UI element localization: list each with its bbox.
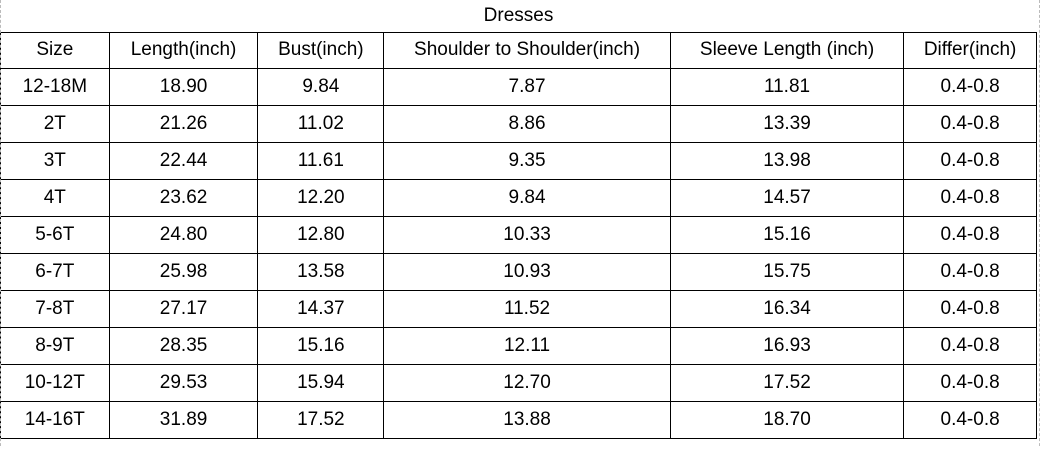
- cell-sleeve[interactable]: 17.52: [670, 364, 903, 401]
- cell-size[interactable]: 2T: [1, 105, 110, 142]
- table-row: [1, 327, 1037, 364]
- cell-bust[interactable]: 12.80: [258, 216, 384, 253]
- cell-differ[interactable]: 0.4-0.8: [904, 216, 1037, 253]
- column-header-sleeve: Sleeve Length (inch): [670, 32, 903, 68]
- cell-shoulder[interactable]: 10.93: [384, 253, 671, 290]
- cell-size[interactable]: 4T: [1, 179, 110, 216]
- cell-differ[interactable]: 0.4-0.8: [904, 327, 1037, 364]
- cell-length[interactable]: 21.26: [109, 105, 258, 142]
- cell-sleeve[interactable]: 16.93: [670, 327, 903, 364]
- cell-shoulder[interactable]: 12.70: [384, 364, 671, 401]
- table-row: [1, 105, 1037, 142]
- cell-differ[interactable]: 0.4-0.8: [904, 290, 1037, 327]
- cell-bust[interactable]: 11.61: [258, 142, 384, 179]
- cell-length[interactable]: 28.35: [109, 327, 258, 364]
- cell-sleeve[interactable]: 15.16: [670, 216, 903, 253]
- cell-size[interactable]: 7-8T: [1, 290, 110, 327]
- cell-size-active[interactable]: 6-7T: [1, 253, 110, 290]
- cell-differ[interactable]: 0.4-0.8: [904, 142, 1037, 179]
- cell-sleeve[interactable]: 13.98: [670, 142, 903, 179]
- cell-sleeve[interactable]: 18.70: [670, 401, 903, 438]
- sheet-bottom-margin: [0, 446, 1040, 466]
- cell-shoulder[interactable]: 12.11: [384, 327, 671, 364]
- table-row: [1, 142, 1037, 179]
- cell-shoulder[interactable]: 7.87: [384, 68, 671, 105]
- cell-sleeve[interactable]: 14.57: [670, 179, 903, 216]
- cell-differ[interactable]: 0.4-0.8: [904, 68, 1037, 105]
- cell-size[interactable]: 14-16T: [1, 401, 110, 438]
- cell-size[interactable]: 5-6T: [1, 216, 110, 253]
- cell-bust[interactable]: 9.84: [258, 68, 384, 105]
- table-row: [1, 216, 1037, 253]
- cell-bust[interactable]: 12.20: [258, 179, 384, 216]
- cell-size[interactable]: 12-18M: [1, 68, 110, 105]
- cell-sleeve[interactable]: 13.39: [670, 105, 903, 142]
- cell-sleeve[interactable]: 11.81: [670, 68, 903, 105]
- cell-bust[interactable]: 11.02: [258, 105, 384, 142]
- column-header-differ: Differ(inch): [904, 32, 1037, 68]
- cell-length[interactable]: 18.90: [109, 68, 258, 105]
- cell-size[interactable]: 3T: [1, 142, 110, 179]
- cell-bust[interactable]: 15.94: [258, 364, 384, 401]
- cell-bust[interactable]: 17.52: [258, 401, 384, 438]
- cell-sleeve[interactable]: 16.34: [670, 290, 903, 327]
- cell-shoulder[interactable]: 10.33: [384, 216, 671, 253]
- cell-length[interactable]: 24.80: [109, 216, 258, 253]
- cell-length[interactable]: 25.98: [109, 253, 258, 290]
- cell-shoulder[interactable]: 9.84: [384, 179, 671, 216]
- cell-shoulder[interactable]: 11.52: [384, 290, 671, 327]
- column-header-length: Length(inch): [109, 32, 258, 68]
- cell-sleeve[interactable]: 15.75: [670, 253, 903, 290]
- cell-bust[interactable]: 13.58: [258, 253, 384, 290]
- cell-differ[interactable]: 0.4-0.8: [904, 253, 1037, 290]
- table-row: [1, 179, 1037, 216]
- column-header-size: Size: [1, 32, 110, 68]
- table-row: [1, 290, 1037, 327]
- table-row: [1, 253, 1037, 290]
- cell-shoulder[interactable]: 13.88: [384, 401, 671, 438]
- cell-length[interactable]: 31.89: [109, 401, 258, 438]
- cell-differ[interactable]: 0.4-0.8: [904, 105, 1037, 142]
- cell-differ[interactable]: 0.4-0.8: [904, 401, 1037, 438]
- table-row: [1, 364, 1037, 401]
- table-row: [1, 401, 1037, 438]
- cell-differ[interactable]: 0.4-0.8: [904, 179, 1037, 216]
- cell-length[interactable]: 29.53: [109, 364, 258, 401]
- cell-length[interactable]: 27.17: [109, 290, 258, 327]
- column-header-shoulder: Shoulder to Shoulder(inch): [384, 32, 671, 68]
- table-row: [1, 68, 1037, 105]
- cell-differ[interactable]: 0.4-0.8: [904, 364, 1037, 401]
- cell-shoulder[interactable]: 8.86: [384, 105, 671, 142]
- cell-size[interactable]: 10-12T: [1, 364, 110, 401]
- cell-length[interactable]: 22.44: [109, 142, 258, 179]
- cell-bust[interactable]: 15.16: [258, 327, 384, 364]
- cell-length[interactable]: 23.62: [109, 179, 258, 216]
- table-header-row: [1, 32, 1037, 68]
- cell-shoulder[interactable]: 9.35: [384, 142, 671, 179]
- page-title: Dresses: [1, 0, 1037, 32]
- table-title-row: [1, 0, 1037, 32]
- cell-size[interactable]: 8-9T: [1, 327, 110, 364]
- cell-bust[interactable]: 14.37: [258, 290, 384, 327]
- column-header-bust: Bust(inch): [258, 32, 384, 68]
